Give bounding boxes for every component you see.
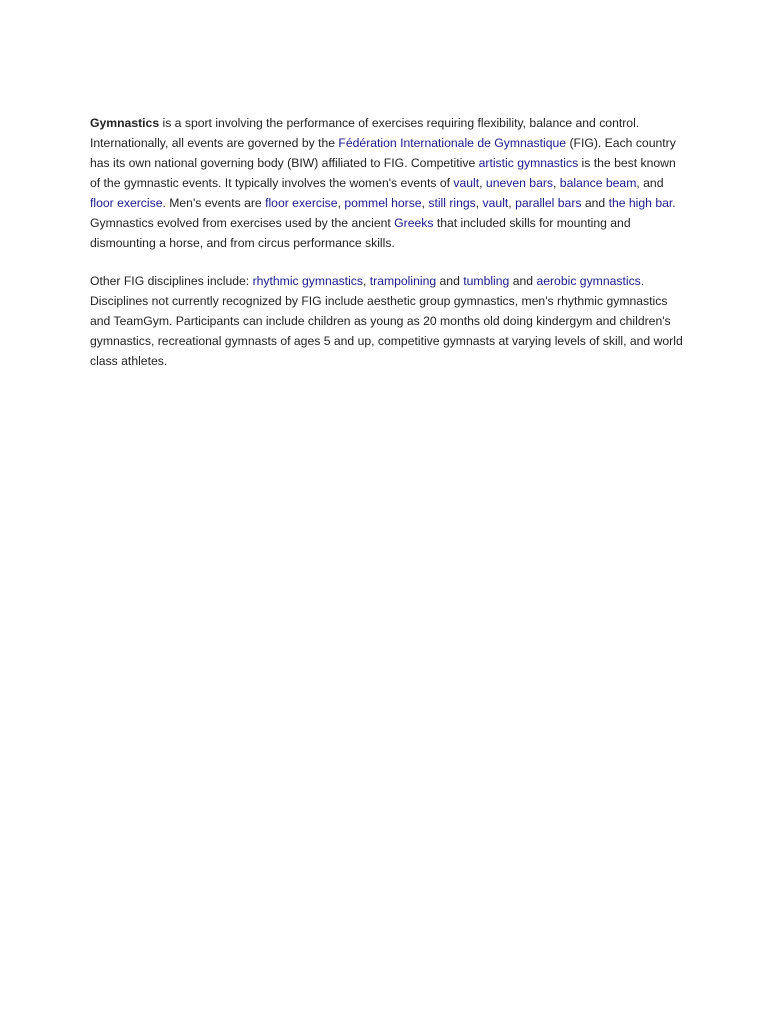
text-span: ,: [475, 196, 483, 210]
text-span: . Disciplines not currently recognized by FIG include aesthetic group gymnastics, men's rhythmic gymnastics and TeamGym. Participants can include children as young as 20 months old doing kindergym and children's gymnastics, recreational gymnasts of ages 5 and up, competitive gymnasts at varying levels of skill, and world class athletes.: [90, 274, 683, 368]
link-greeks[interactable]: Greeks: [394, 216, 434, 230]
text-span: and: [436, 274, 464, 288]
link-balance-beam[interactable]: balance beam: [559, 176, 637, 190]
link-pommel-horse[interactable]: pommel horse: [344, 196, 422, 210]
text-span: that included skills for mounting and dismounting a horse, and from circus performance skills.: [90, 216, 631, 250]
link-still-rings[interactable]: still rings: [428, 196, 476, 210]
link-rhythmic-gymnastics[interactable]: rhythmic gymnastics: [252, 274, 363, 288]
text-span: is the best known of the gymnastic events. It typically involves the women's events of: [90, 156, 676, 190]
text-span: and: [509, 274, 537, 288]
text-span: ,: [553, 176, 560, 190]
link-trampolining[interactable]: trampolining: [369, 274, 437, 288]
link-uneven-bars[interactable]: uneven bars: [485, 176, 554, 190]
paragraph-disciplines: [90, 271, 685, 371]
text-span: ,: [421, 196, 429, 210]
link-parallel-bars[interactable]: parallel bars: [515, 196, 582, 210]
paragraph-intro: [90, 113, 685, 253]
text-span: ,: [362, 274, 370, 288]
text-span: ,: [337, 196, 345, 210]
link-artistic-gymnastics[interactable]: artistic gymnastics: [478, 156, 579, 170]
text-span: and: [581, 196, 609, 210]
link-vault[interactable]: vault: [453, 176, 480, 190]
text-span: ,: [508, 196, 516, 210]
text-span: Other FIG disciplines include:: [90, 274, 253, 288]
link-fig[interactable]: Fédération Internationale de Gymnastique: [338, 136, 567, 150]
text-span: . Men's events are: [162, 196, 266, 210]
link-floor-exercise-men[interactable]: floor exercise: [265, 196, 338, 210]
link-tumbling[interactable]: tumbling: [463, 274, 510, 288]
link-vault-men[interactable]: vault: [482, 196, 509, 210]
text-span: is a sport involving the performance of exercises requiring flexibility, balance and control. Internationally, all events are governed by the: [90, 116, 640, 150]
text-span: (FIG). Each country has its own national governing body (BIW) affiliated to FIG. Competitive: [90, 136, 676, 170]
text-span: . Gymnastics evolved from exercises used by the ancient: [90, 196, 676, 230]
text-span: , and: [636, 176, 664, 190]
link-aerobic-gymnastics[interactable]: aerobic gymnastics: [536, 274, 641, 288]
link-floor-exercise-women[interactable]: floor exercise: [90, 196, 163, 210]
document-body: [90, 113, 685, 389]
link-high-bar[interactable]: the high bar: [608, 196, 673, 210]
text-span: ,: [479, 176, 486, 190]
term-gymnastics: Gymnastics: [90, 116, 160, 130]
